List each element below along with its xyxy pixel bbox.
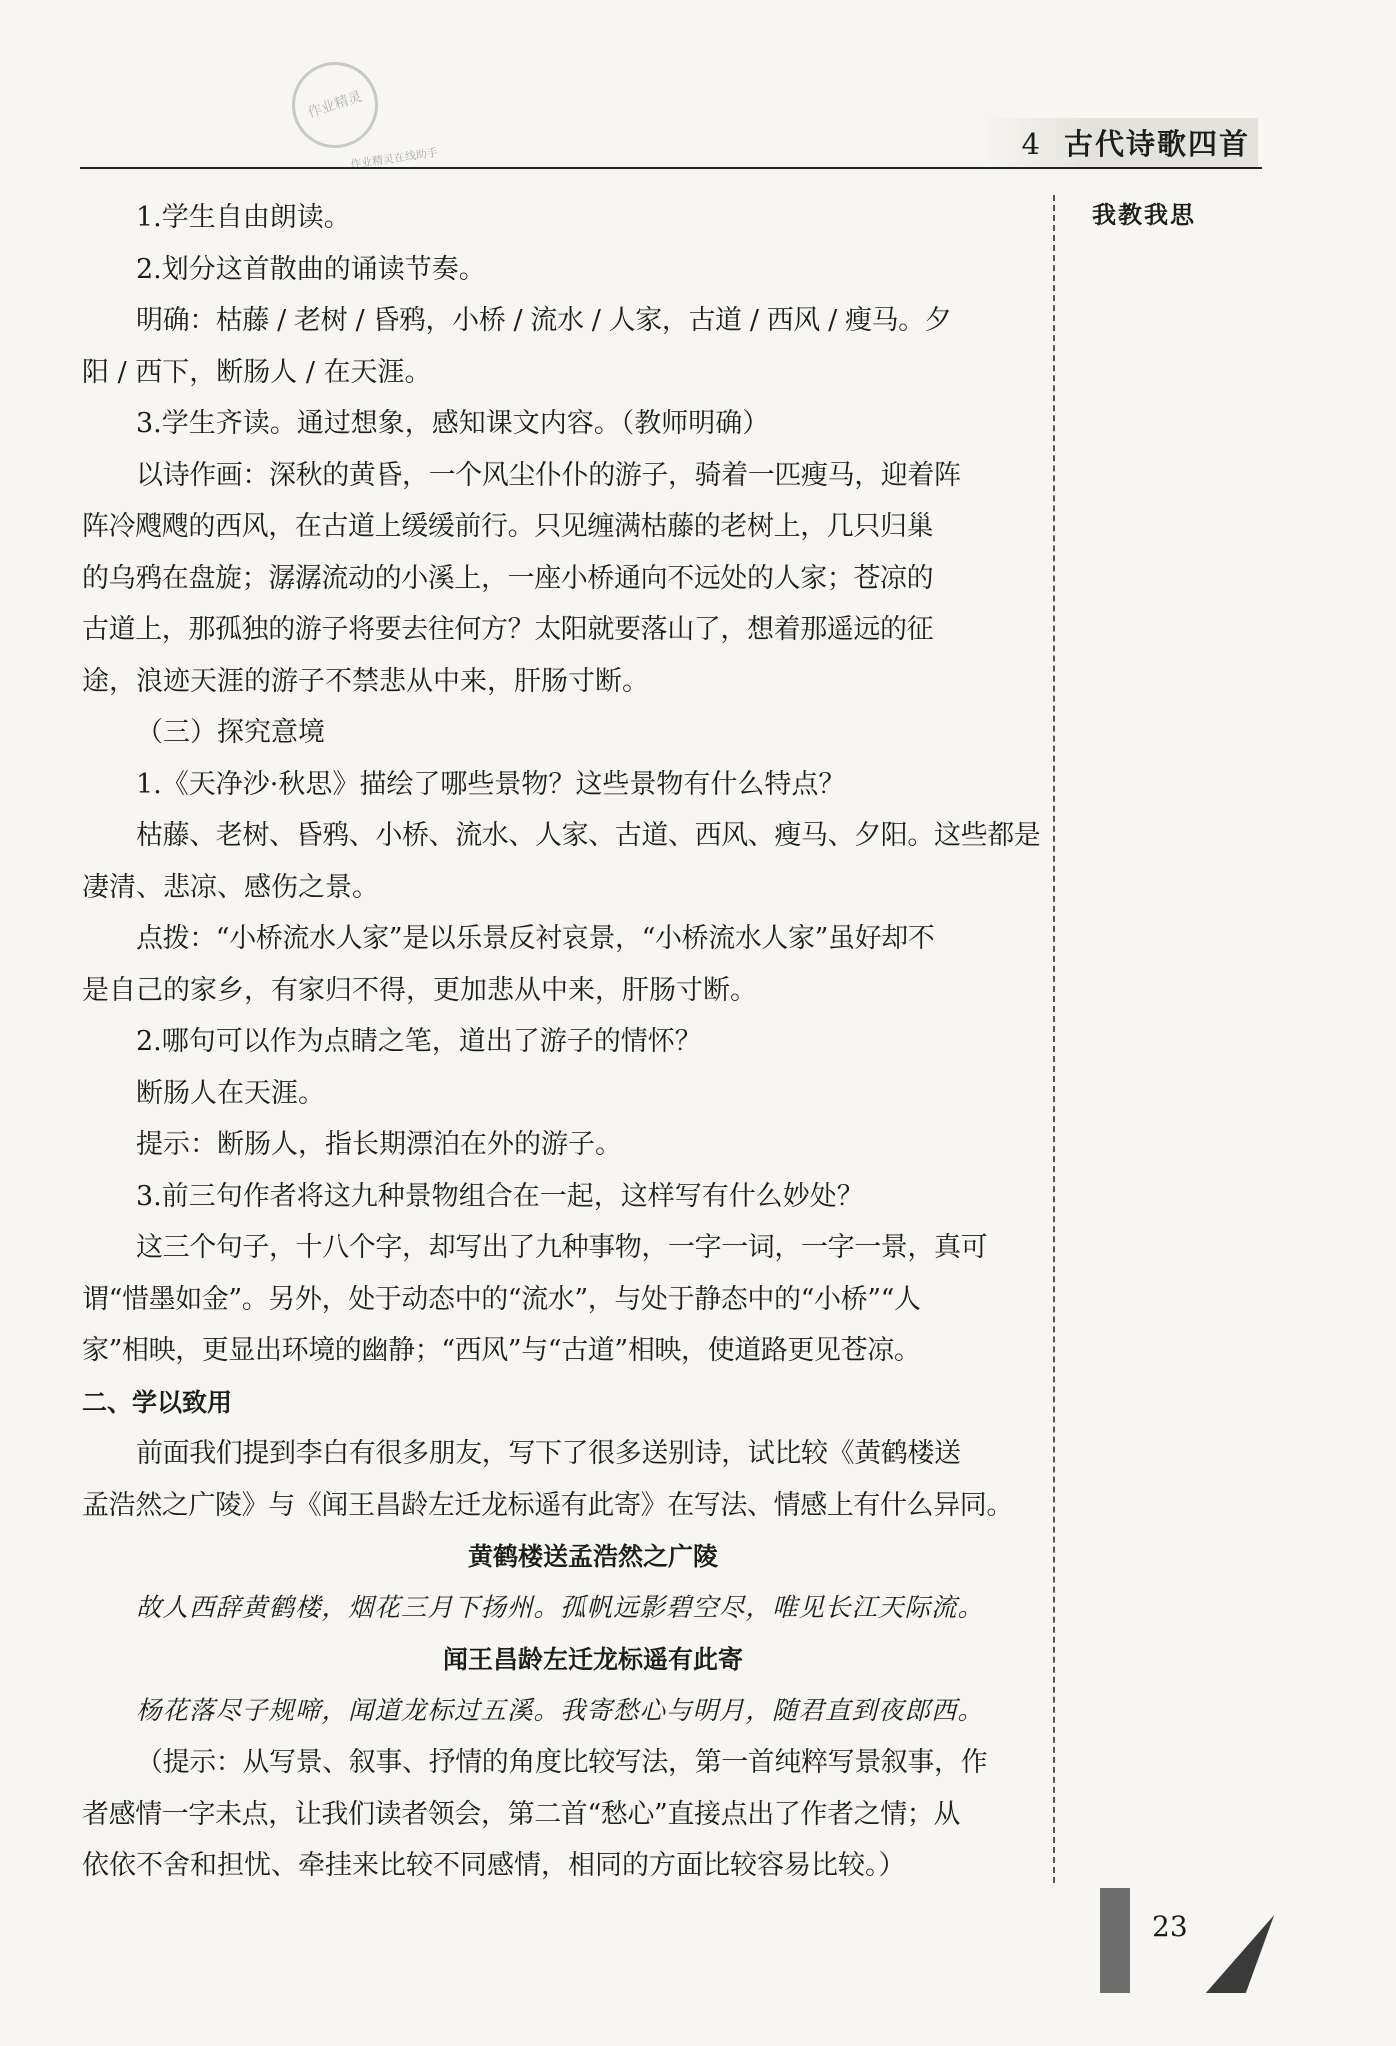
stamp-text: 作业精灵 bbox=[305, 88, 364, 121]
text-line: 的乌鸦在盘旋；潺潺流动的小溪上，一座小桥通向不远处的人家；苍凉的 bbox=[82, 562, 934, 594]
text-line: 明确：枯藤 / 老树 / 昏鸦，小桥 / 流水 / 人家，古道 / 西风 / 瘦马。夕 bbox=[136, 305, 952, 336]
footer-bar bbox=[1100, 1888, 1130, 1993]
poem-title: 黄鹤楼送孟浩然之广陵 bbox=[467, 1542, 718, 1571]
poem-title: 闻王昌龄左迁龙标遥有此寄 bbox=[442, 1645, 743, 1674]
poem-text: 杨花落尽子规啼，闻道龙标过五溪。我寄愁心与明月，随君直到夜郎西。 bbox=[136, 1695, 985, 1726]
section-heading: 二、学以致用 bbox=[82, 1387, 233, 1417]
text-line: 依依不舍和担忧、牵挂来比较不同感情，相同的方面比较容易比较。） bbox=[82, 1850, 906, 1881]
chapter-title: 古代诗歌四首 bbox=[1063, 127, 1250, 161]
text-line: 凄清、悲凉、感伤之景。 bbox=[82, 871, 379, 903]
text-line: 古道上，那孤独的游子将要去往何方？太阳就要落山了，想着那遥远的征 bbox=[82, 614, 934, 645]
footer-triangle-icon bbox=[1206, 1915, 1274, 1993]
text-line: 者感情一字未点，让我们读者领会，第二首“愁心”直接点出了作者之情；从 bbox=[82, 1798, 961, 1830]
page-number: 23 bbox=[1152, 1910, 1188, 1943]
question-line: 1.《天净沙·秋思》描绘了哪些景物？这些景物有什么特点？ bbox=[136, 768, 846, 800]
text-line: 阵冷飕飕的西风，在古道上缓缓前行。只见缠满枯藤的老树上，几只归巢 bbox=[82, 511, 934, 542]
text-line: 阳 / 西下，断肠人 / 在天涯。 bbox=[82, 356, 432, 388]
text-line: 3.学生齐读。通过想象，感知课文内容。（教师明确） bbox=[136, 408, 770, 439]
stamp-subtext: 作业精灵在线助手 bbox=[349, 145, 439, 172]
watermark-stamp bbox=[281, 51, 389, 159]
question-line: 2.哪句可以作为点睛之笔，道出了游子的情怀？ bbox=[136, 1026, 702, 1057]
text-line: 2.划分这首散曲的诵读节奏。 bbox=[136, 253, 486, 285]
text-line: 1.学生自由朗读。 bbox=[136, 202, 351, 233]
text-line: 提示：断肠人，指长期漂泊在外的游子。 bbox=[136, 1129, 622, 1160]
sidebar-title: 我教我思 bbox=[1092, 201, 1196, 229]
text-line: 前面我们提到李白有很多朋友，写下了很多送别诗，试比较《黄鹤楼送 bbox=[136, 1438, 961, 1469]
question-line: 3.前三句作者将这九种景物组合在一起，这样写有什么妙处？ bbox=[136, 1180, 864, 1212]
subsection-heading: （三）探究意境 bbox=[136, 717, 325, 748]
main-text bbox=[82, 192, 1044, 1892]
text-line: 断肠人在天涯。 bbox=[136, 1077, 325, 1109]
sidebar-divider bbox=[1053, 195, 1055, 1883]
text-line: 以诗作画：深秋的黄昏，一个风尘仆仆的游子，骑着一匹瘦马，迎着阵 bbox=[136, 459, 961, 491]
poem-text: 故人西辞黄鹤楼，烟花三月下扬州。孤帆远影碧空尽，唯见长江天际流。 bbox=[136, 1592, 985, 1623]
text-line: 家”相映，更显出环境的幽静；“西风”与“古道”相映，使道路更见苍凉。 bbox=[82, 1335, 921, 1366]
text-line: 这三个句子，十八个字，却写出了九种事物，一字一词，一字一景，真可 bbox=[136, 1232, 988, 1263]
text-line: 孟浩然之广陵》与《闻王昌龄左迁龙标遥有此寄》在写法、情感上有什么异同。 bbox=[82, 1489, 1013, 1521]
chapter-heading bbox=[982, 118, 1258, 167]
text-line: 是自己的家乡，有家归不得，更加悲从中来，肝肠寸断。 bbox=[82, 974, 757, 1006]
chapter-number: 4 bbox=[1021, 127, 1042, 161]
header-divider bbox=[80, 167, 1262, 169]
text-line: （提示：从写景、叙事、抒情的角度比较写法，第一首纯粹写景叙事，作 bbox=[136, 1747, 988, 1778]
text-line: 点拨：“小桥流水人家”是以乐景反衬哀景，“小桥流水人家”虽好却不 bbox=[136, 923, 935, 954]
text-line: 谓“惜墨如金”。另外，处于动态中的“流水”，与处于静态中的“小桥”“人 bbox=[82, 1283, 921, 1315]
text-line: 枯藤、老树、昏鸦、小桥、流水、人家、古道、西风、瘦马、夕阳。这些都是 bbox=[136, 820, 1041, 851]
text-line: 途，浪迹天涯的游子不禁悲从中来，肝肠寸断。 bbox=[82, 665, 649, 697]
